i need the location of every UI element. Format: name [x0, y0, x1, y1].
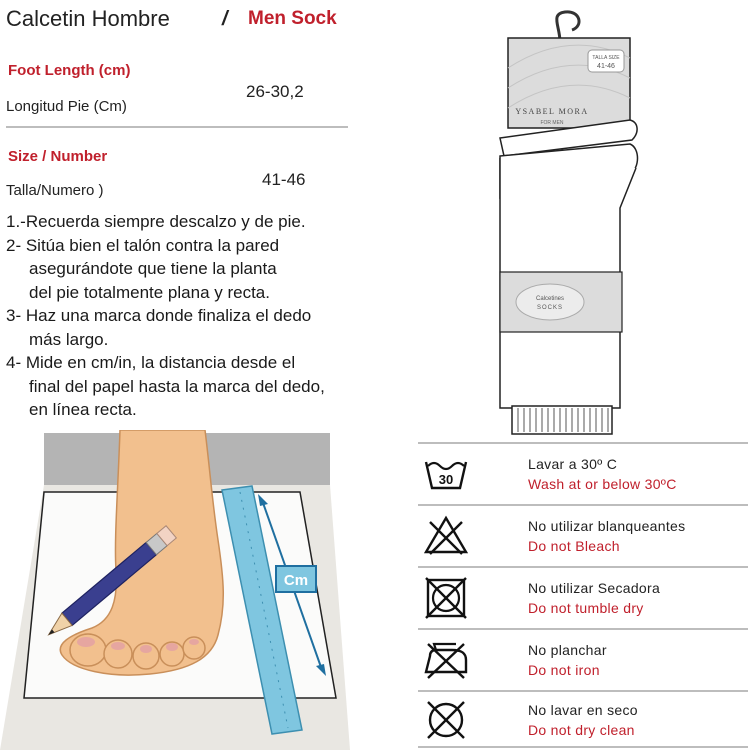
care-text-en: Do not tumble dry [528, 600, 644, 616]
care-divider [418, 628, 748, 630]
band-oval [516, 284, 584, 320]
toenail [189, 639, 199, 645]
page-title-english: Men Sock [248, 8, 337, 29]
step-line: del pie totalmente plana y recta. [29, 282, 270, 302]
foot-length-label-es: Longitud Pie (Cm) [6, 98, 127, 115]
size-value: 41-46 [262, 170, 306, 189]
step-line: 4- Mide en cm/in, la distancia desde el [6, 353, 296, 372]
care-row-bleach [418, 508, 748, 570]
step-line: más largo. [29, 329, 109, 349]
size-label-en: Size / Number [8, 148, 108, 165]
wash-temperature: 30 [438, 472, 454, 487]
care-text-es: Lavar a 30º C [528, 456, 618, 472]
toenail [140, 645, 152, 653]
care-row-dry-clean [418, 692, 748, 750]
brand-subtitle: FOR MEN [540, 120, 564, 126]
no-dry-clean-icon [422, 698, 470, 742]
size-tag-label: TALLA SIZE [592, 55, 620, 61]
care-divider [418, 504, 748, 506]
wash-30-icon [422, 452, 470, 496]
care-text-es: No utilizar Secadora [528, 580, 661, 596]
step-line: 2- Sitúa bien el talón contra la pared [6, 235, 280, 255]
foot-measuring-illustration [0, 430, 350, 750]
care-text-es: No planchar [528, 642, 607, 658]
care-text-en: Do not iron [528, 662, 600, 678]
sock-package-illustration [490, 8, 650, 444]
foot-length-label-en: Foot Length (cm) [8, 62, 131, 79]
step-line: 1.-Recuerda siempre descalzo y de pie. [6, 212, 306, 231]
care-row-iron [418, 632, 748, 694]
toenail [111, 642, 125, 650]
page-title: Calcetin Hombre [6, 6, 170, 31]
care-row-wash [418, 446, 748, 508]
step-line: en línea recta. [29, 400, 137, 419]
care-text-es: No utilizar blanqueantes [528, 518, 686, 534]
no-tumble-dry-icon [422, 576, 470, 620]
foot-length-value: 26-30,2 [246, 82, 304, 101]
care-text-en: Do not Bleach [528, 538, 620, 554]
measuring-instructions [6, 210, 396, 422]
divider [6, 126, 348, 128]
brand-name: YSABEL MORA [515, 107, 589, 116]
care-text-en: Do not dry clean [528, 722, 635, 738]
size-label-es: Talla/Numero ) [6, 182, 104, 199]
no-bleach-icon [422, 514, 470, 558]
step-line: final del papel hasta la marca del dedo, [29, 376, 325, 396]
care-divider [418, 442, 748, 444]
ruler-label: Cm [283, 572, 309, 589]
toenail [166, 643, 178, 651]
step-line: asegurándote que tiene la planta [29, 259, 277, 278]
care-text-es: No lavar en seco [528, 702, 638, 718]
care-text-en: Wash at or below 30ºC [528, 476, 677, 492]
sock-cuff [512, 406, 612, 434]
band-sublabel: SOCKS [536, 305, 564, 311]
care-divider [418, 566, 748, 568]
band-label: Calcetines [535, 296, 565, 302]
step-line: 3- Haz una marca donde finaliza el dedo [6, 306, 312, 325]
title-separator: / [222, 8, 228, 30]
no-iron-icon [422, 638, 470, 682]
care-divider [418, 746, 748, 748]
size-tag-value: 41-46 [597, 63, 615, 70]
care-row-dryer [418, 570, 748, 632]
toenail [77, 637, 95, 647]
